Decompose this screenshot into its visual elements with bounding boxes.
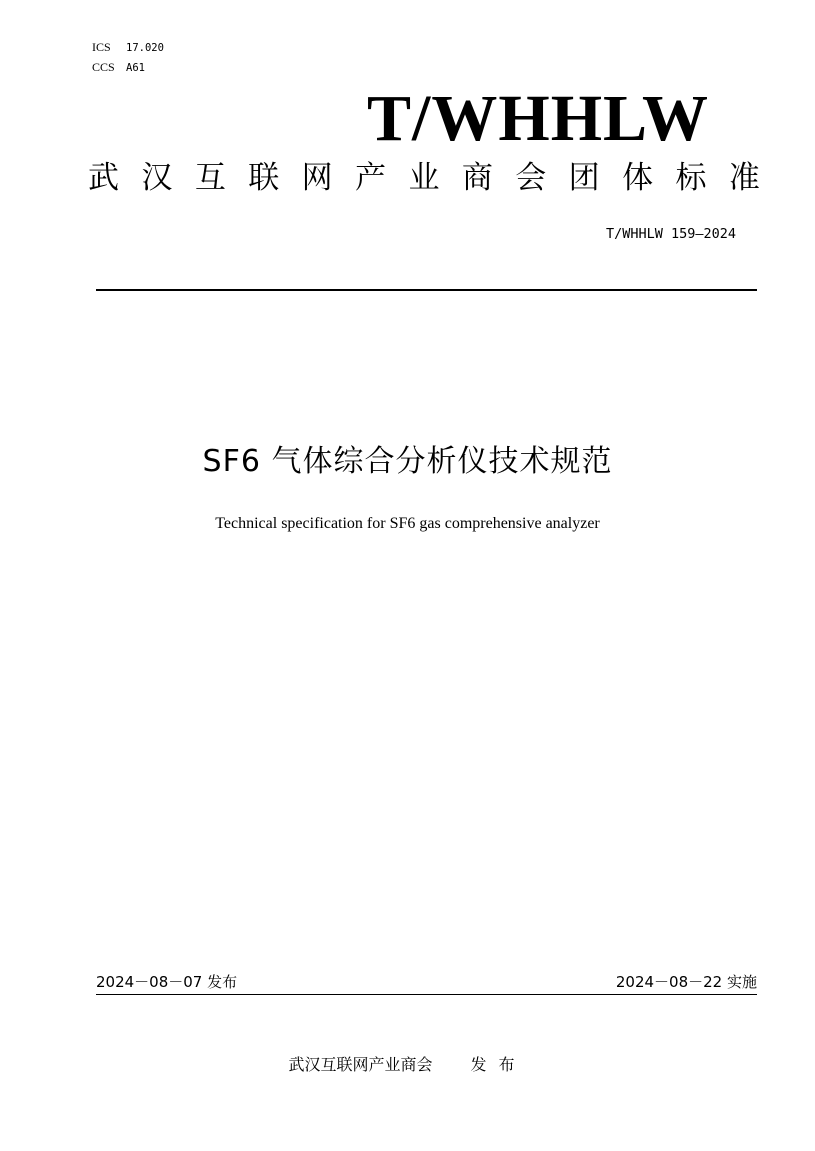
org-char: 团: [568, 160, 600, 196]
bottom-divider: [96, 994, 757, 995]
top-divider: [96, 289, 757, 291]
org-char: 业: [408, 160, 440, 196]
standard-code-mark: T/WHHLW: [367, 82, 709, 155]
publisher: [0, 1054, 815, 1076]
org-char: 准: [728, 160, 760, 196]
document-title-english: Technical specification for SF6 gas comprehensive analyzer: [215, 515, 600, 532]
org-char: 会: [515, 160, 547, 196]
publish-action: 发布: [470, 1055, 527, 1074]
organization-standard-name: [88, 158, 760, 198]
implementation-date: 2024－08－22 实施: [615, 973, 757, 991]
standard-number: T/WHHLW 159—2024: [605, 226, 736, 242]
ccs-classification: [92, 60, 145, 75]
document-title-chinese: SF6 气体综合分析仪技术规范: [202, 444, 613, 479]
ccs-value: A61: [126, 62, 145, 74]
issue-date: 2024－08－07 发布: [96, 973, 238, 991]
ics-label: ICS: [92, 40, 111, 54]
publisher-name: 武汉互联网产业商会: [288, 1055, 433, 1074]
org-char: 联: [248, 160, 280, 196]
org-char: 体: [622, 160, 654, 196]
org-char: 汉: [141, 160, 173, 196]
org-char: 标: [675, 160, 707, 196]
ics-classification: [92, 40, 164, 55]
org-char: 商: [461, 160, 493, 196]
org-char: 网: [301, 160, 333, 196]
ccs-label: CCS: [92, 60, 115, 74]
org-char: 互: [194, 160, 226, 196]
org-char: 武: [88, 160, 119, 196]
ics-value: 17.020: [126, 42, 164, 54]
org-char: 产: [355, 160, 387, 196]
